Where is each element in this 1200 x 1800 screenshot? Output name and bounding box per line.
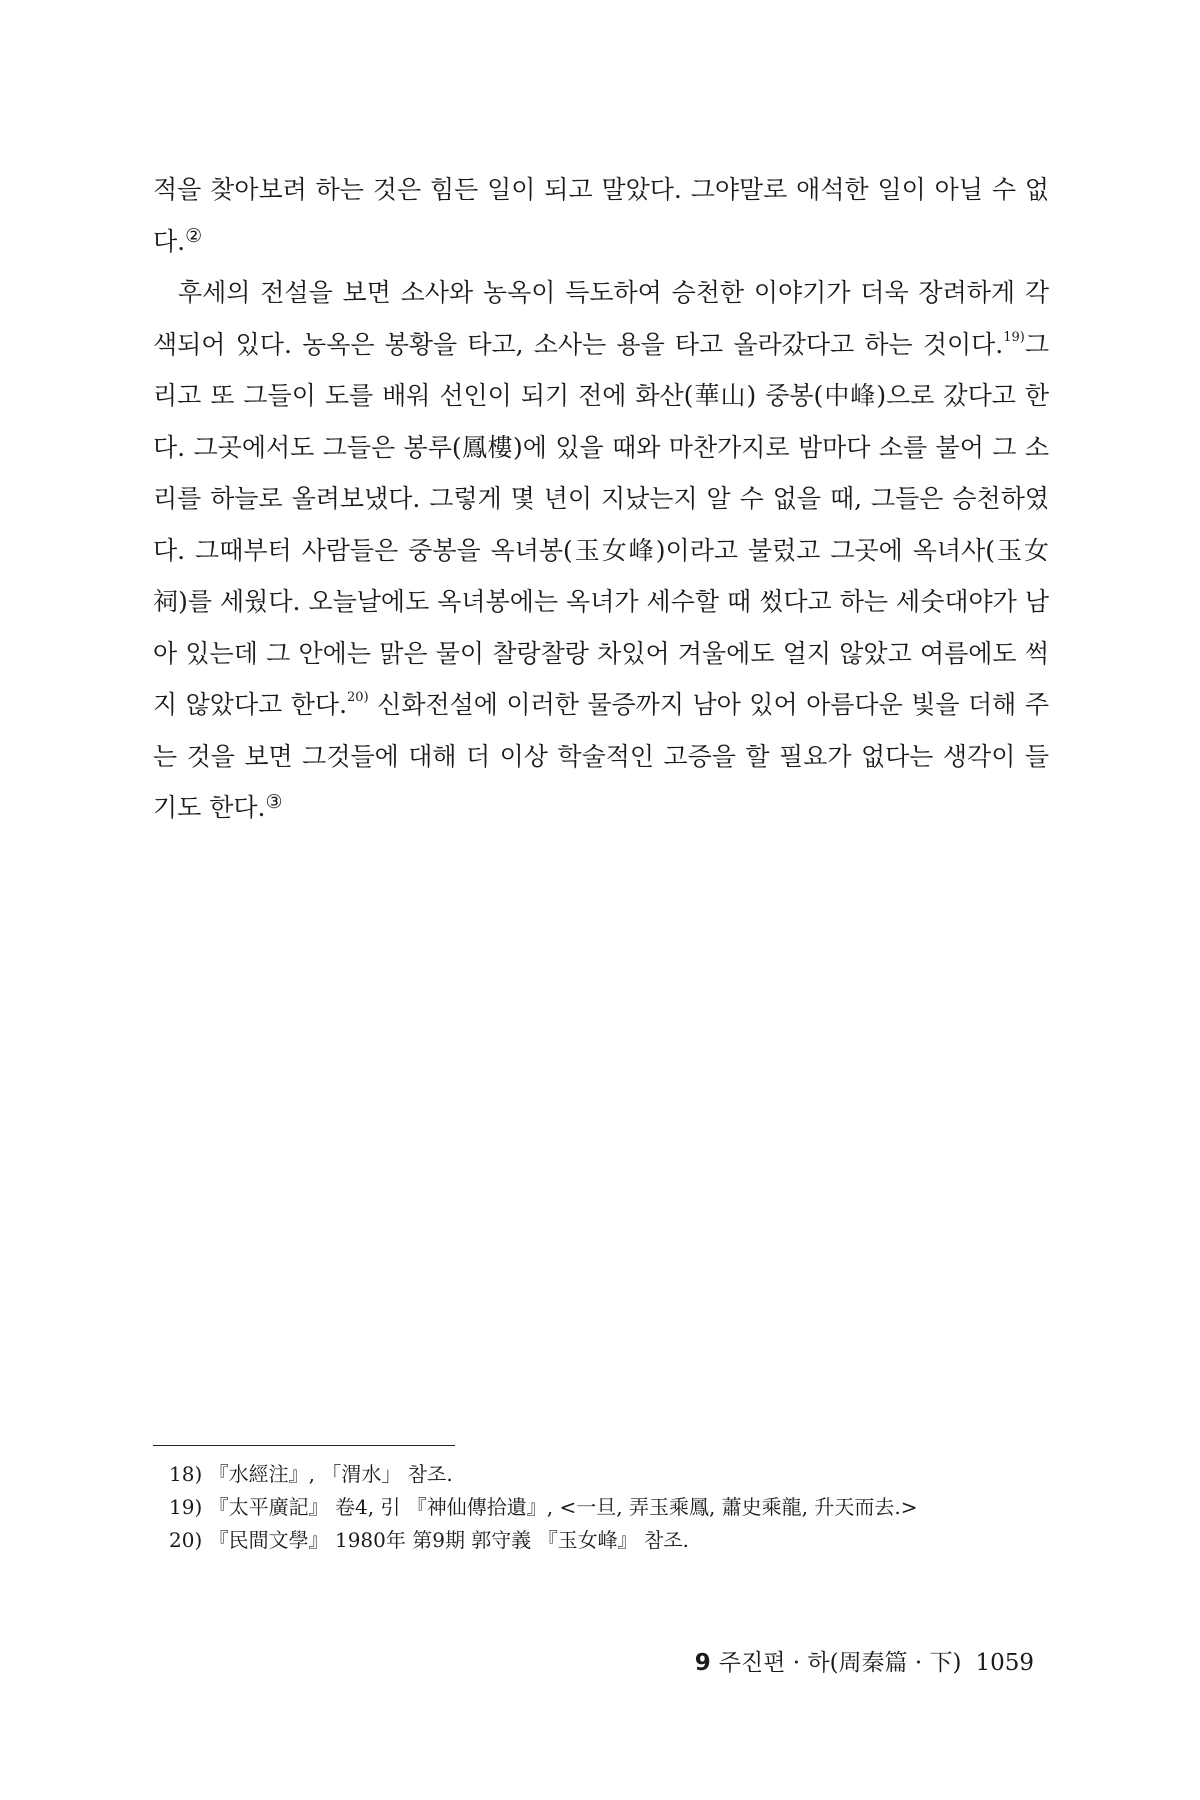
paragraph-2-text-a: 후세의 전설을 보면 소사와 농옥이 득도하여 승천한 이야기가 더욱 장려하게 각색되어 있다. 농옥은 봉황을 타고, 소사는 용을 타고 올라갔다고 하는 것이다. xyxy=(153,278,1049,359)
chapter-number: 9 xyxy=(694,1650,711,1676)
footnote-19: 19) 『太平廣記』 卷4, 引 『神仙傳拾遺』, <一旦, 弄玉乘鳳, 蕭史乘龍, 升天而去.> xyxy=(169,1495,918,1519)
body-text xyxy=(153,164,1049,834)
paragraph-1-text: 적을 찾아보려 하는 것은 힘든 일이 되고 말았다. 그야말로 애석한 일이 아닐 수 없다. xyxy=(153,175,1049,256)
footnote-ref-20: 20) xyxy=(347,690,369,705)
paragraph-2-text-c: 신화전설에 이러한 물증까지 남아 있어 아름다운 빛을 더해 주는 것을 보면 그것들에 대해 더 이상 학술적인 고증을 할 필요가 없다는 생각이 들기도 한다. xyxy=(153,690,1049,822)
paragraph-2-text-b: 그리고 또 그들이 도를 배워 선인이 되기 전에 화산(華山) 중봉(中峰)으로 갔다고 한다. 그곳에서도 그들은 봉루(鳳樓)에 있을 때와 마찬가지로 밤마다 소를 불어 그 소리를 하늘로 올려보냈다. 그렇게 몇 년이 지났는지 알 수 없을 때, 그들은 승천하였다. 그때부터 사람들은 중봉을 옥녀봉(玉女峰)이라고 불렀고 그곳에 옥녀사(玉女祠)를 세웠다. 오늘날에도 옥녀봉에는 옥녀가 세수할 때 썼다고 하는 세숫대야가 남아 있는데 그 안에는 맑은 물이 찰랑찰랑 차있어 겨울에도 얼지 않았고 여름에도 썩지 않았다고 한다. xyxy=(153,329,1049,719)
page-footer xyxy=(695,1644,1034,1677)
editor-note-mark-2: ② xyxy=(185,224,203,247)
footnote-ref-19: 19) xyxy=(1003,329,1025,345)
footnote-divider xyxy=(153,1445,455,1446)
editor-note-mark-3: ③ xyxy=(265,791,283,813)
chapter-title: 주진편 · 하(周秦篇 · 下) xyxy=(718,1650,962,1676)
paragraph-1 xyxy=(153,164,1049,267)
footnotes xyxy=(169,1458,1049,1557)
footnote-18: 18) 『水經注』, 「渭水」 참조. xyxy=(169,1462,453,1486)
paragraph-2 xyxy=(153,267,1049,834)
footnote-20: 20) 『民間文學』 1980年 第9期 郭守義 『玉女峰』 참조. xyxy=(169,1528,690,1552)
page-number: 1059 xyxy=(975,1650,1034,1676)
